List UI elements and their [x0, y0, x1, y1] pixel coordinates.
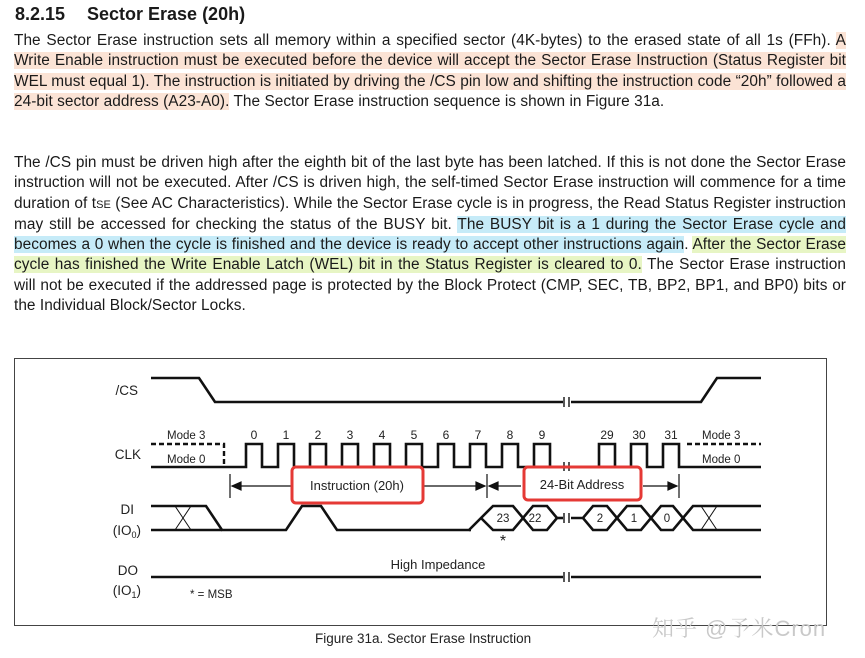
paragraph-cs-timing — [14, 153, 846, 316]
clock-number: 9 — [538, 428, 546, 442]
di-io-label: $(IO_0)$ — [112, 523, 141, 540]
highlight-busy-bit: The BUSY bit is a 1 during the Sector Erase cycle and becomes a 0 when the cycle is finished and the device is ready to accept other instructions again — [14, 215, 847, 254]
mode0-label-right: Mode 0 — [702, 454, 741, 466]
instruction-label: Instruction (20h) — [310, 478, 404, 493]
clock-number: 3 — [346, 428, 354, 442]
address-label: 24-Bit Address — [539, 477, 625, 492]
di-bit: 2 — [596, 513, 604, 525]
clock-number: 4 — [378, 428, 386, 442]
text-span: (See AC Characteristics). While the Sector Erase cycle is in progress, the Read Status Register instruction may still be accessed for checking the status of the BUSY bit. — [14, 194, 846, 233]
mode0-label-left: Mode 0 — [167, 454, 206, 466]
timing-diagram-frame — [14, 358, 827, 626]
di-bit: 0 — [663, 513, 671, 525]
figure-caption: Figure 31a. Sector Erase Instruction — [315, 631, 532, 646]
do-label: DO — [117, 563, 138, 578]
clock-number: 0 — [250, 428, 258, 442]
tse-subscript: SE — [96, 198, 111, 211]
msb-legend: * = MSB — [190, 589, 233, 601]
clock-number: 5 — [410, 428, 418, 442]
clock-number: 31 — [664, 428, 678, 442]
watermark: 知乎 @予米Cron — [652, 616, 827, 641]
text-span: . — [684, 236, 693, 254]
clock-number: 30 — [632, 428, 646, 442]
clk-label: CLK — [114, 447, 141, 462]
msb-marker: * — [499, 533, 507, 550]
do-io-label: $(IO_1)$ — [112, 583, 141, 600]
section-title: Sector Erase (20h) — [87, 4, 246, 24]
clock-number: 2 — [314, 428, 322, 442]
paragraph-intro — [14, 31, 846, 112]
section-heading — [15, 4, 245, 25]
timing-diagram — [15, 359, 828, 627]
text-span: The Sector Erase instruction will not be executed if the addressed page is protected by the Block Protect (CMP, SEC, TB, BP2, BP1, and BP0) bits or the Individual Block/Sector Locks. — [14, 256, 846, 315]
clock-number: 8 — [506, 428, 514, 442]
clock-number: 1 — [282, 428, 290, 442]
di-bit: 23 — [496, 513, 510, 525]
text-span: The Sector Erase instruction sets all memory within a specified sector (4K-bytes) to the erased state of all 1s (FFh). — [14, 32, 836, 49]
di-bit: 1 — [630, 513, 638, 525]
section-number: 8.2.15 — [15, 4, 66, 24]
high-impedance-label: High Impedance — [390, 557, 486, 572]
mode3-label-left: Mode 3 — [167, 430, 206, 442]
text-span: The /CS pin must be driven high after the eighth bit of the last byte has been latched. If this is not done the Sector Erase instruction will not be executed. After /CS is driven high, the self-timed Sector Erase instruction will commence for a time duration of t — [14, 154, 846, 212]
di-bit: 22 — [528, 513, 542, 525]
clock-number: 7 — [474, 428, 482, 442]
highlight-wel-cleared: After the Sector Erase cycle has finished the Write Enable Latch (WEL) bit in the Status Register is cleared to 0. — [14, 236, 846, 274]
di-label: DI — [120, 502, 134, 517]
clock-number: 6 — [442, 428, 450, 442]
highlight-write-enable: A Write Enable instruction must be executed before the device will accept the Sector Erase Instruction (Status Register bit WEL must equal 1). The instruction is initiated by driving the /CS pin low and shifting the instruction code “20h” followed a 24-bit sector address (A23-A0). — [14, 32, 846, 110]
mode3-label-right: Mode 3 — [702, 430, 741, 442]
text-span: The Sector Erase instruction sequence is shown in Figure 31a. — [229, 92, 665, 110]
cs-label: /CS — [115, 383, 138, 398]
clock-number: 29 — [600, 428, 614, 442]
